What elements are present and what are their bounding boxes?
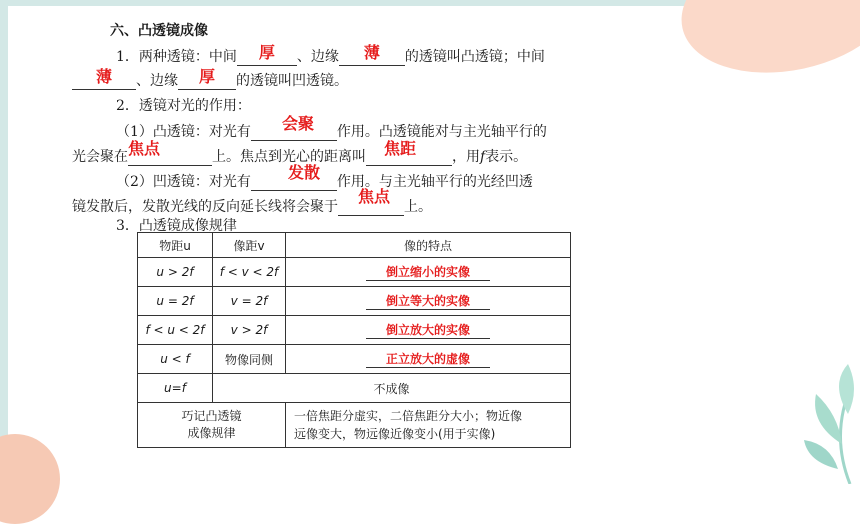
q1-blank-4 xyxy=(178,67,236,90)
q2-b-prefix: 光会聚在 xyxy=(72,149,128,165)
mnemonic-line-1: 一倍焦距分虚实，二倍焦距分大小；物近像 xyxy=(294,409,523,423)
q2-title: 2．透镜对光的作用： xyxy=(116,98,251,114)
q2-b-answer-1: 焦点 xyxy=(128,139,161,158)
q2-b-suffix: ，用 xyxy=(452,149,480,165)
table-row xyxy=(138,316,571,345)
row-1-v: f < v < 2f xyxy=(213,258,286,287)
row-1-feature: 倒立缩小的实像 xyxy=(366,263,490,281)
section-title: 六、凸透镜成像 xyxy=(110,23,208,39)
row-4-feature-cell xyxy=(286,345,571,374)
mnemonic-label-line-2: 成像规律 xyxy=(187,426,236,440)
q1-prefix: 1．两种透镜：中间 xyxy=(116,49,237,65)
q2-b-f: f xyxy=(480,149,486,165)
q1-blank-1 xyxy=(237,43,297,66)
row-4-v: 物像同侧 xyxy=(213,345,286,374)
q2-c-answer: 发散 xyxy=(288,163,321,182)
q1-answer-3: 薄 xyxy=(95,67,112,86)
table-row xyxy=(138,374,571,403)
table-row xyxy=(138,287,571,316)
q2-b-answer-2: 焦距 xyxy=(384,139,417,158)
q2-b-mid: 上。焦点到光心的距离叫 xyxy=(212,149,366,165)
row-3-u: f < u < 2f xyxy=(138,316,213,345)
q1-line-2 xyxy=(72,67,348,90)
q2-a-line xyxy=(116,121,547,141)
header-image-features: 像的特点 xyxy=(286,233,571,258)
row-1-feature-cell xyxy=(286,258,571,287)
row-2-feature: 倒立等大的实像 xyxy=(366,292,490,310)
q1-mid-2: 的透镜叫凸透镜；中间 xyxy=(404,49,545,65)
mnemonic-label xyxy=(138,403,286,448)
q2-d-answer: 焦点 xyxy=(358,187,391,206)
row-2-v: v = 2f xyxy=(213,287,286,316)
mnemonic-line-2: 远像变大，物远像近像变小(用于实像) xyxy=(294,427,496,441)
leaf-decoration-icon xyxy=(790,344,860,484)
q2-a-prefix: （1）凸透镜：对光有 xyxy=(116,124,251,140)
q1-mid-1: 、边缘 xyxy=(296,49,339,65)
q1-blank-3 xyxy=(72,67,136,90)
row-3-feature: 倒立放大的实像 xyxy=(366,321,490,339)
q1-answer-4: 厚 xyxy=(198,67,215,86)
mnemonic-row xyxy=(138,403,571,448)
row-2-u: u = 2f xyxy=(138,287,213,316)
row-3-v: v > 2f xyxy=(213,316,286,345)
q2-a-answer: 会聚 xyxy=(282,114,315,133)
q2-d-suffix: 上。 xyxy=(404,199,432,215)
row-2-feature-cell xyxy=(286,287,571,316)
table-row xyxy=(138,258,571,287)
header-image-distance: 像距v xyxy=(213,233,286,258)
focus-row-text: 不成像 xyxy=(213,374,571,403)
row-3-feature-cell xyxy=(286,316,571,345)
imaging-rules-table xyxy=(137,232,571,448)
q3-title: 3．凸透镜成像规律 xyxy=(116,218,237,234)
q2-a-suffix: 作用。凸透镜能对与主光轴平行的 xyxy=(336,124,547,140)
header-object-distance: 物距u xyxy=(138,233,213,258)
q2-c-line xyxy=(116,171,533,191)
focus-row-u: u=f xyxy=(138,374,213,403)
q1-blank-2 xyxy=(339,43,405,66)
row-4-feature: 正立放大的虚像 xyxy=(366,350,490,368)
q2-d-prefix: 镜发散后，发散光线的反向延长线将会聚于 xyxy=(72,199,338,215)
q1-suffix: 的透镜叫凹透镜。 xyxy=(236,73,348,89)
q1-line-1 xyxy=(116,43,545,66)
table-header-row xyxy=(138,233,571,258)
row-4-u: u < f xyxy=(138,345,213,374)
mnemonic-label-line-1: 巧记凸透镜 xyxy=(181,409,242,423)
row-1-u: u > 2f xyxy=(138,258,213,287)
table-row xyxy=(138,345,571,374)
q2-c-prefix: （2）凹透镜：对光有 xyxy=(116,174,251,190)
mnemonic-text xyxy=(286,403,571,448)
q1-mid-3: 、边缘 xyxy=(136,73,178,89)
q1-answer-2: 薄 xyxy=(363,43,380,62)
q2-c-suffix: 作用。与主光轴平行的光经凹透 xyxy=(336,174,533,190)
q2-b-end: 表示。 xyxy=(485,149,528,165)
q1-answer-1: 厚 xyxy=(258,43,275,62)
